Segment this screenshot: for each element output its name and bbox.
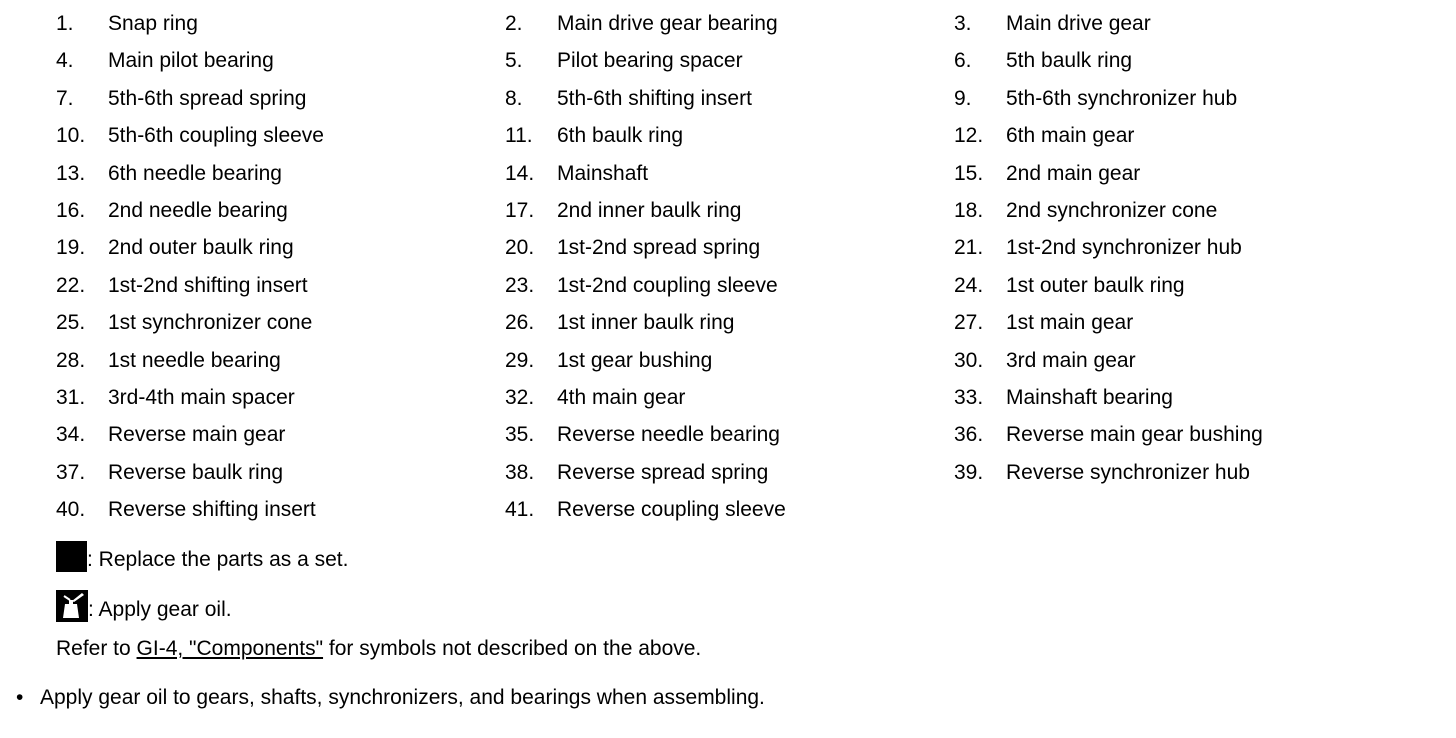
part-number: 26. <box>505 311 535 335</box>
part-number: 36. <box>954 423 984 447</box>
part-number: 31. <box>56 386 86 409</box>
part-name: Snap ring <box>108 12 198 35</box>
part-name: 1st gear bushing <box>557 348 713 372</box>
part-name: 2nd outer baulk ring <box>108 236 294 260</box>
part-number: 14. <box>505 161 535 185</box>
part-name: 1st-2nd coupling sleeve <box>557 273 778 297</box>
part-number: 23. <box>505 273 535 297</box>
legend-replace-set <box>56 541 348 572</box>
part-name: 1st-2nd synchronizer hub <box>1006 236 1242 260</box>
part-name: Pilot bearing spacer <box>557 49 743 73</box>
part-number: 37. <box>56 460 86 484</box>
part-name: 5th-6th synchronizer hub <box>1006 86 1238 110</box>
part-name: Reverse main gear <box>108 423 286 447</box>
part-number: 41. <box>505 498 535 522</box>
part-number: 22. <box>56 273 86 297</box>
part-name: 2nd needle bearing <box>108 199 288 222</box>
part-name: 6th main gear <box>1006 124 1135 148</box>
part-name: Reverse shifting insert <box>108 498 316 522</box>
refer-suffix: for symbols not described on the above. <box>323 637 702 660</box>
part-name: Reverse synchronizer hub <box>1006 460 1250 484</box>
part-name: Main drive gear bearing <box>557 12 778 35</box>
refer-line <box>56 638 701 659</box>
part-number: 30. <box>954 348 984 372</box>
part-name: Reverse coupling sleeve <box>557 498 786 522</box>
part-number: 29. <box>505 348 535 372</box>
part-number: 18. <box>954 199 984 222</box>
part-number: 19. <box>56 236 86 260</box>
part-name: 2nd inner baulk ring <box>557 199 742 222</box>
part-number: 33. <box>954 386 984 409</box>
part-name: 6th baulk ring <box>557 124 684 148</box>
part-name: 5th-6th coupling sleeve <box>108 124 324 148</box>
legend-apply-oil-text: : Apply gear oil. <box>88 598 232 621</box>
bullet-icon: • <box>16 686 24 709</box>
part-number: 11. <box>505 124 533 148</box>
part-name: Reverse baulk ring <box>108 460 284 484</box>
part-name: 2nd synchronizer cone <box>1006 199 1218 222</box>
part-name: 6th needle bearing <box>108 161 282 185</box>
part-name: 3rd main gear <box>1006 348 1136 372</box>
part-number: 10. <box>56 124 86 148</box>
part-number: 35. <box>505 423 535 447</box>
part-name: Mainshaft <box>557 161 649 185</box>
part-name: 5th baulk ring <box>1006 49 1133 73</box>
part-number: 12. <box>954 124 984 148</box>
part-number: 25. <box>56 311 86 335</box>
assembly-note-text: Apply gear oil to gears, shafts, synchronizers, and bearings when assembling. <box>40 686 765 709</box>
part-number: 24. <box>954 273 984 297</box>
part-name: 1st outer baulk ring <box>1006 273 1185 297</box>
part-number: 27. <box>954 311 984 335</box>
part-name: 1st inner baulk ring <box>557 311 735 335</box>
part-number: 21. <box>954 236 984 260</box>
part-number: 7. <box>56 86 74 110</box>
part-name: 3rd-4th main spacer <box>108 386 295 409</box>
part-number: 16. <box>56 199 86 222</box>
part-name: Main drive gear <box>1006 12 1151 35</box>
part-name: 5th-6th spread spring <box>108 86 307 110</box>
part-number: 15. <box>954 161 984 185</box>
part-number: 8. <box>505 86 523 110</box>
part-name: 1st synchronizer cone <box>108 311 313 335</box>
components-link[interactable]: GI-4, "Components" <box>136 637 324 660</box>
part-number: 38. <box>505 460 535 484</box>
part-name: Reverse needle bearing <box>557 423 780 447</box>
part-number: 20. <box>505 236 535 260</box>
part-number: 2. <box>505 12 523 35</box>
part-number: 13. <box>56 161 86 185</box>
legend-apply-oil <box>56 590 232 622</box>
part-name: Mainshaft bearing <box>1006 386 1173 409</box>
part-number: 34. <box>56 423 86 447</box>
part-name: 1st-2nd spread spring <box>557 236 761 260</box>
part-name: 4th main gear <box>557 386 686 409</box>
part-number: 40. <box>56 498 86 522</box>
part-name: 2nd main gear <box>1006 161 1141 185</box>
part-number: 39. <box>954 460 984 484</box>
part-number: 5. <box>505 49 523 73</box>
part-number: 28. <box>56 348 86 372</box>
part-name: Reverse spread spring <box>557 460 769 484</box>
oil-can-icon <box>56 590 88 622</box>
part-name: Main pilot bearing <box>108 49 274 73</box>
part-name: Reverse main gear bushing <box>1006 423 1263 447</box>
part-number: 1. <box>56 12 74 35</box>
black-square-icon <box>56 541 87 572</box>
part-number: 17. <box>505 199 535 222</box>
part-number: 9. <box>954 86 972 110</box>
part-name: 1st main gear <box>1006 311 1134 335</box>
part-number: 3. <box>954 12 972 35</box>
part-name: 5th-6th shifting insert <box>557 86 752 110</box>
part-number: 6. <box>954 49 972 73</box>
refer-prefix: Refer to <box>56 637 137 660</box>
legend-replace-set-text: : Replace the parts as a set. <box>87 548 349 571</box>
part-number: 32. <box>505 386 535 409</box>
part-name: 1st-2nd shifting insert <box>108 273 308 297</box>
assembly-note <box>16 687 765 708</box>
part-number: 4. <box>56 49 74 73</box>
part-name: 1st needle bearing <box>108 348 281 372</box>
